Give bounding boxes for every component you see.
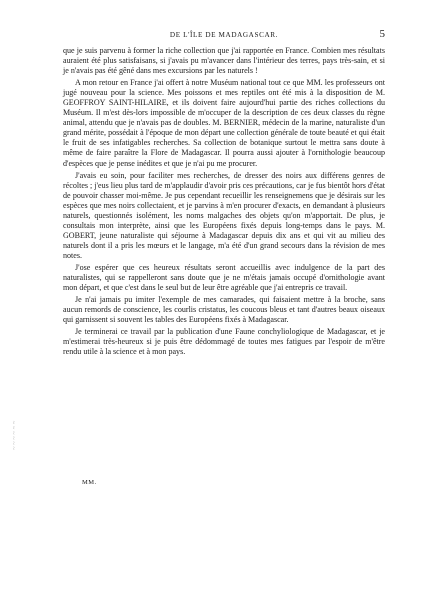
paragraph-comrades: Je n'ai jamais pu imiter l'exemple de mes camarades, qui faisaient mettre à la broche, sans aucun remords de conscience, les courlis cristatus, les coucous bleus et tant d'autres beaux oiseaux qui garnissent si souvent les tables des Européens fixés à Madagascar.: [63, 295, 385, 325]
paragraph-conclusion: Je terminerai ce travail par la publication d'une Faune conchyliologique de Madagascar, et je m'estimerai très-heureux si je puis être dédommagé de toutes mes fatigues par l'espoir de m'être rendu utile à la science et à mon pays.: [63, 327, 385, 357]
running-head: DE L'ÎLE DE MADAGASCAR.: [169, 31, 279, 39]
page-header: [63, 30, 385, 44]
body-text: [63, 46, 385, 359]
page-number: 5: [379, 28, 385, 40]
signature-mark: MM.: [82, 479, 97, 486]
margin-handwriting: ~ ~ ~ ~ ~ ~: [11, 420, 18, 450]
paragraph-museum: A mon retour en France j'ai offert à notre Muséum national tout ce que MM. les professeurs ont jugé nouveau pour la science. Mes poissons et mes reptiles ont été mis à la disposition de M. GEOFFROY SAINT-HILAIRE, et ils doivent faire aujourd'hui partie des riches collections du Muséum. Il m'est dès-lors impossible de m'occuper de la description de ces deux classes du règne animal, attendu que je n'avais pas de doubles. M. BERNIER, médecin de la marine, naturaliste d'un grand mérite, possédait à l'époque de mon départ une collection générale de toute beauté et qui était le fruit de ses infatigables recherches. Sa collection de botanique surtout le mettra sans doute à même de faire paraître la Flore de Madagascar. Il pourra aussi ajouter à l'ornithologie beaucoup d'espèces que je pense inédites et que je n'ai pu me procurer.: [63, 78, 385, 168]
paragraph-hope: J'ose espérer que ces heureux résultats seront accueillis avec indulgence de la part des naturalistes, qui se rappelleront sans doute que je ne m'étais jamais occupé d'ornithologie avant mon départ, et que c'est dans le seul but de leur être agréable que j'ai entrepris ce travail.: [63, 262, 385, 293]
paragraph-continued: que je suis parvenu à former la riche collection que j'ai rapportée en France. Combien mes résultats auraient été plus satisfaisans, si j'avais pu m'avancer dans l'intérieur des terres, pays très-sain, et si je n'avais pas été gêné dans mes excursions par les naturels !: [63, 46, 385, 76]
paragraph-research: J'avais eu soin, pour faciliter mes recherches, de dresser des noirs aux différens genres de récoltes ; j'eus lieu plus tard de m'applaudir d'avoir pris ces précautions, car je fus bientôt hors d'état de pouvoir chasser moi-même. Je pus cependant recueillir les renseignemens que je désirais sur les espèces que mes noirs collectaient, et je parvins à m'en procurer d'exacts, en demandant à plusieurs naturels, questionnés isolément, les noms malgaches des objets qu'on m'apportait. De plus, je consultais mon interprète, ainsi que les Européens fixés depuis long-temps dans le pays. M. GOBERT, jeune naturaliste qui séjourne à Madagascar depuis dix ans et qui vit au milieu des naturels dont il a pris les mœurs et le langage, m'a été d'un grand secours dans la révision de mes notes.: [63, 170, 385, 260]
